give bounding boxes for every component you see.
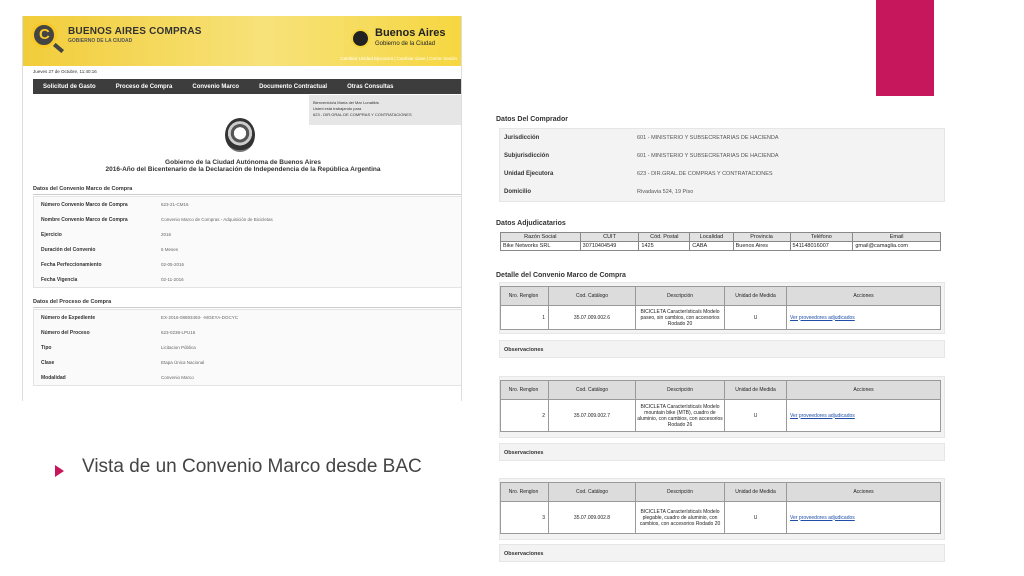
bac-title: BUENOS AIRES COMPRAS [68,26,202,37]
gov-title: Gobierno de la Ciudad Autónoma de Buenos Aires [165,159,321,166]
column-header: Cod. Catálogo [549,287,636,306]
detail-table-2 [500,380,941,432]
column-header: Localidad [690,233,733,242]
observaciones-bar [499,443,945,461]
kv-label: Tipo [41,345,52,351]
kv-label: Modalidad [41,375,66,381]
kv-value: 02-11-2016 [161,277,184,282]
item-description: BICICLETA Característica/s Modelo paseo, sin cambios, con accesorios Rodado 20 [636,306,725,330]
kv-value: 02-05-2016 [161,262,185,267]
coat-of-arms-icon [225,118,255,152]
kv-label: Número del Proceso [41,330,90,336]
adjudicatarios-table [500,232,941,251]
buyer-value: 601 - MINISTERIO Y SUBSECRETARIAS DE HACIENDA [637,135,779,141]
table-header-row [501,233,941,242]
kv-label: Fecha Perfeccionamiento [41,262,102,268]
nav-item-documento-contractual[interactable]: Documento Contractual [259,83,328,90]
section-title-proceso: Datos del Proceso de Compra [33,299,112,305]
kv-label: Clase [41,360,55,366]
detail-table-3 [500,482,941,534]
buyer-value: Rivadavia 524, 19 Piso [637,189,694,195]
observaciones-label: Observaciones [504,551,544,557]
kv-value: Licitacion Pública [161,345,196,350]
item-description: BICICLETA Característica/s Modelo plegable, cuadro de aluminio, con cambios, con accesorios Rodado 20 [636,502,725,534]
column-header: Nro. Renglon [501,287,549,306]
adj-section-title: Datos Adjudicatarios [496,220,566,227]
header-links[interactable]: Cambiar Unidad Ejecutora | Cambiar clave | Cerrar Sesión [340,56,457,61]
kv-value: Etapa Única Nacional [161,360,205,365]
section-divider [33,307,462,308]
catalog-code: 35.07.009.002.7 [549,400,636,432]
kv-label: Duración del Convenio [41,247,96,253]
column-header: Acciones [787,287,941,306]
column-header: Unidad de Medida [725,287,787,306]
kv-row [34,197,462,212]
column-header: Razón Social [501,233,581,242]
kv-value: 623-0238-LPU16 [161,330,196,335]
table-cell: Bike Networks SRL [501,242,581,251]
gov-year-line: 2016-Año del Bicentenario de la Declaración de Independencia de la República Argentina [105,166,381,173]
kv-row [34,212,462,227]
buyer-row [500,129,944,147]
table-row [501,306,941,330]
buyer-value: 601 - MINISTERIO Y SUBSECRETARIAS DE HACIENDA [637,153,779,159]
nav-item-solicitud-de-gasto[interactable]: Solicitud de Gasto [43,83,96,90]
table-row [501,242,941,251]
convenio-details-box [33,196,462,288]
column-header: Cod. Catálogo [549,483,636,502]
column-header: Nro. Renglon [501,483,549,502]
kv-value: 2016 [161,232,172,237]
buyer-value: 623 - DIR.GRAL.DE COMPRAS Y CONTRATACIONES [637,171,773,177]
buyer-row [500,183,944,201]
bac-header [23,16,462,66]
bullet-arrow-icon [55,465,64,477]
kv-value: Convenio Marco de Compras - Adquisición de Bicicletas [161,217,273,222]
buyer-label: Domicilio [504,189,532,195]
welcome-unit: 623 - DIR.GRAL.DE COMPRAS Y CONTRATACIONES [313,112,412,117]
table-cell: 30710404549 [580,242,639,251]
column-header: Cód. Postal [639,233,690,242]
kv-row [34,325,462,340]
column-header: Descripción [636,483,725,502]
kv-value: 623-21-CM16 [161,202,189,207]
column-header: Acciones [787,483,941,502]
observaciones-label: Observaciones [504,347,544,353]
column-header: CUIT [580,233,639,242]
kv-label: Número de Expediente [41,315,96,321]
kv-row [34,242,462,257]
welcome-box [309,95,462,125]
column-header: Provincia [733,233,790,242]
table-row [501,502,941,534]
ba-shield-icon [351,29,370,48]
item-description: BICICLETA Característica/s Modelo mountain bike (MTB), cuadro de aluminio, con cambios, con accesorios Rodado 26 [636,400,725,432]
observaciones-label: Observaciones [504,450,544,456]
column-header: Email [853,233,941,242]
observaciones-bar [499,340,945,358]
buyer-row [500,147,944,165]
table-cell: CABA [690,242,733,251]
kv-row [34,355,462,370]
nav-item-proceso-de-compra[interactable]: Proceso de Compra [115,83,173,90]
kv-value: 6 Meses [161,247,179,252]
kv-row [34,370,462,385]
column-header: Teléfono [790,233,853,242]
ver-proveedores-link[interactable]: Ver proveedores adjudicados [790,514,855,521]
slide-caption: Vista de un Convenio Marco desde BAC [82,456,422,477]
table-cell: 1425 [639,242,690,251]
column-header: Acciones [787,381,941,400]
kv-label: Fecha Vigencia [41,277,78,283]
bac-screenshot-right [494,110,949,570]
buyer-label: Jurisdicción [504,135,540,141]
kv-row [34,272,462,287]
table-cell: 541148016007 [790,242,853,251]
kv-row [34,227,462,242]
column-header: Descripción [636,287,725,306]
kv-row [34,340,462,355]
ba-subtitle: Gobierno de la Ciudad [375,41,436,47]
kv-value: Convenio Marco [161,375,194,380]
table-header-row [501,483,941,502]
column-header: Unidad de Medida [725,483,787,502]
bac-subtitle: GOBIERNO DE LA CIUDAD [68,38,133,44]
ver-proveedores-link[interactable]: Ver proveedores adjudicados [790,412,855,419]
main-nav [33,79,462,94]
kv-label: Número Convenio Marco de Compra [41,202,128,208]
nav-item-convenio-marco[interactable]: Convenio Marco [192,83,240,90]
kv-label: Ejercicio [41,232,62,238]
welcome-working-for: Usted está trabajando para [313,106,362,111]
buyer-row [500,165,944,183]
column-header: Unidad de Medida [725,381,787,400]
renglon-number: 3 [501,502,549,534]
accent-bar [876,0,934,96]
kv-value: EX-2016-08893493- -MGEYA-DGCYC [161,315,238,320]
kv-row [34,257,462,272]
buyer-label: Unidad Ejecutora [504,171,554,177]
renglon-number: 2 [501,400,549,432]
table-cell: gmail@camaglia.com [853,242,941,251]
buyer-section-title: Datos Del Comprador [496,116,568,123]
kv-row [34,310,462,325]
nav-item-otras-consultas[interactable]: Otras Consultas [347,83,394,90]
table-header-row [501,287,941,306]
welcome-user: Bienvenido/a María del Mar Lunatikis [313,100,379,105]
unit-of-measure: U [725,400,787,432]
detail-table-1 [500,286,941,330]
observaciones-bar [499,544,945,562]
column-header: Cod. Catálogo [549,381,636,400]
table-cell: Buenos Aires [733,242,790,251]
unit-of-measure: U [725,502,787,534]
catalog-code: 35.07.009.002.6 [549,306,636,330]
renglon-number: 1 [501,306,549,330]
kv-label: Nombre Convenio Marco de Compra [41,217,128,223]
section-title-convenio: Datos del Convenio Marco de Compra [33,186,133,192]
buyer-label: Subjurisdicción [504,153,550,159]
catalog-code: 35.07.009.002.8 [549,502,636,534]
ver-proveedores-link[interactable]: Ver proveedores adjudicados [790,314,855,321]
bac-magnifier-handle [53,43,64,53]
column-header: Descripción [636,381,725,400]
detail-section-title: Detalle del Convenio Marco de Compra [496,272,626,279]
proceso-details-box [33,309,462,386]
table-row [501,400,941,432]
date-line: Jueves 27 de Octubre, 11:40:16 [33,69,97,74]
table-header-row [501,381,941,400]
buyer-panel [499,128,945,202]
section-divider [33,194,462,195]
unit-of-measure: U [725,306,787,330]
column-header: Nro. Renglon [501,381,549,400]
ba-title: Buenos Aires [375,27,446,39]
bac-screenshot-left [22,16,462,401]
